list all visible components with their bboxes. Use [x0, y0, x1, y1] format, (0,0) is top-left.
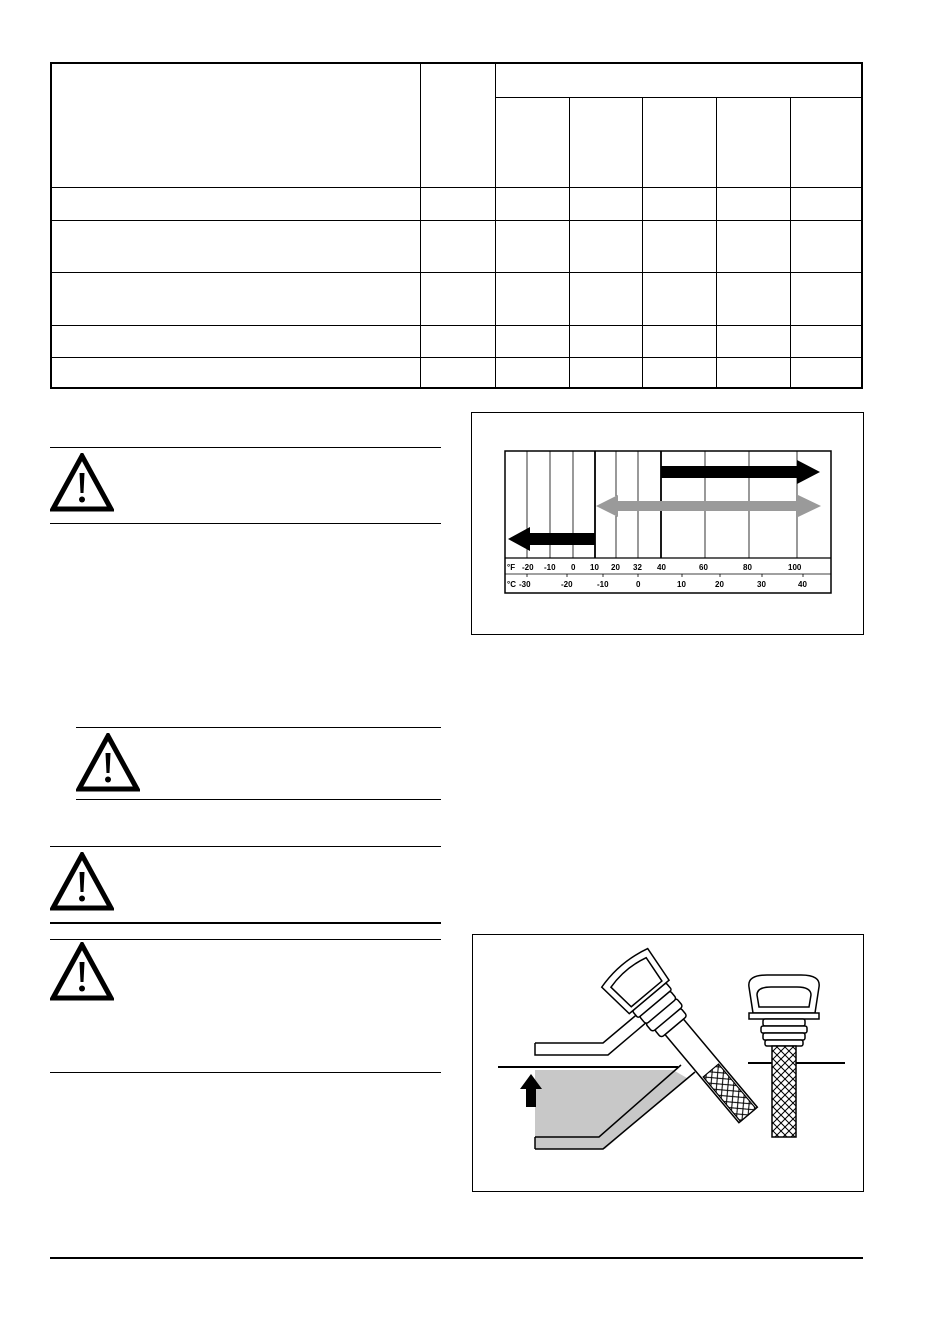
celsius-tick: 10: [677, 580, 686, 589]
fahrenheit-tick: -20: [522, 563, 534, 572]
table-row: [52, 357, 861, 358]
celsius-tick: -10: [597, 580, 609, 589]
celsius-tick: -20: [561, 580, 573, 589]
table-column-divider: [642, 97, 643, 387]
fahrenheit-tick: 10: [590, 563, 599, 572]
temperature-range-figure: [471, 412, 864, 635]
warning-block: [50, 447, 441, 525]
warning-triangle-icon: [76, 733, 140, 793]
fahrenheit-tick: 20: [611, 563, 620, 572]
warning-block: [50, 939, 441, 1075]
fahrenheit-tick: -10: [544, 563, 556, 572]
oil-dipstick-figure: [472, 934, 864, 1192]
fahrenheit-unit-label: °F: [507, 563, 516, 572]
footer-rule: [50, 1257, 863, 1259]
fahrenheit-tick: 80: [743, 563, 752, 572]
table-column-divider: [495, 64, 496, 387]
oil-dipstick-illustration: [473, 935, 863, 1191]
fahrenheit-tick: 100: [788, 563, 802, 572]
temperature-range-chart: [472, 413, 862, 633]
fahrenheit-tick: 40: [657, 563, 666, 572]
table-column-divider: [790, 97, 791, 387]
fahrenheit-tick: 32: [633, 563, 642, 572]
warning-triangle-icon: [50, 453, 114, 513]
table-header-divider: [495, 97, 861, 98]
celsius-tick: 30: [757, 580, 766, 589]
warning-block: [76, 727, 441, 801]
warning-triangle-icon: [50, 852, 114, 912]
table-row: [52, 220, 861, 221]
spec-table: [50, 62, 863, 389]
table-column-divider: [716, 97, 717, 387]
celsius-unit-label: °C: [507, 580, 516, 589]
celsius-tick: -30: [519, 580, 531, 589]
celsius-tick: 0: [636, 580, 641, 589]
table-row: [52, 187, 861, 188]
celsius-tick: 40: [798, 580, 807, 589]
warning-triangle-icon: [50, 942, 114, 1002]
warning-block: [50, 846, 441, 926]
table-row: [52, 272, 861, 273]
fahrenheit-tick: 0: [571, 563, 576, 572]
table-row: [52, 325, 861, 326]
table-column-divider: [569, 97, 570, 387]
fahrenheit-tick: 60: [699, 563, 708, 572]
table-column-divider: [420, 64, 421, 387]
celsius-tick: 20: [715, 580, 724, 589]
upright-dipstick: [749, 975, 819, 1137]
